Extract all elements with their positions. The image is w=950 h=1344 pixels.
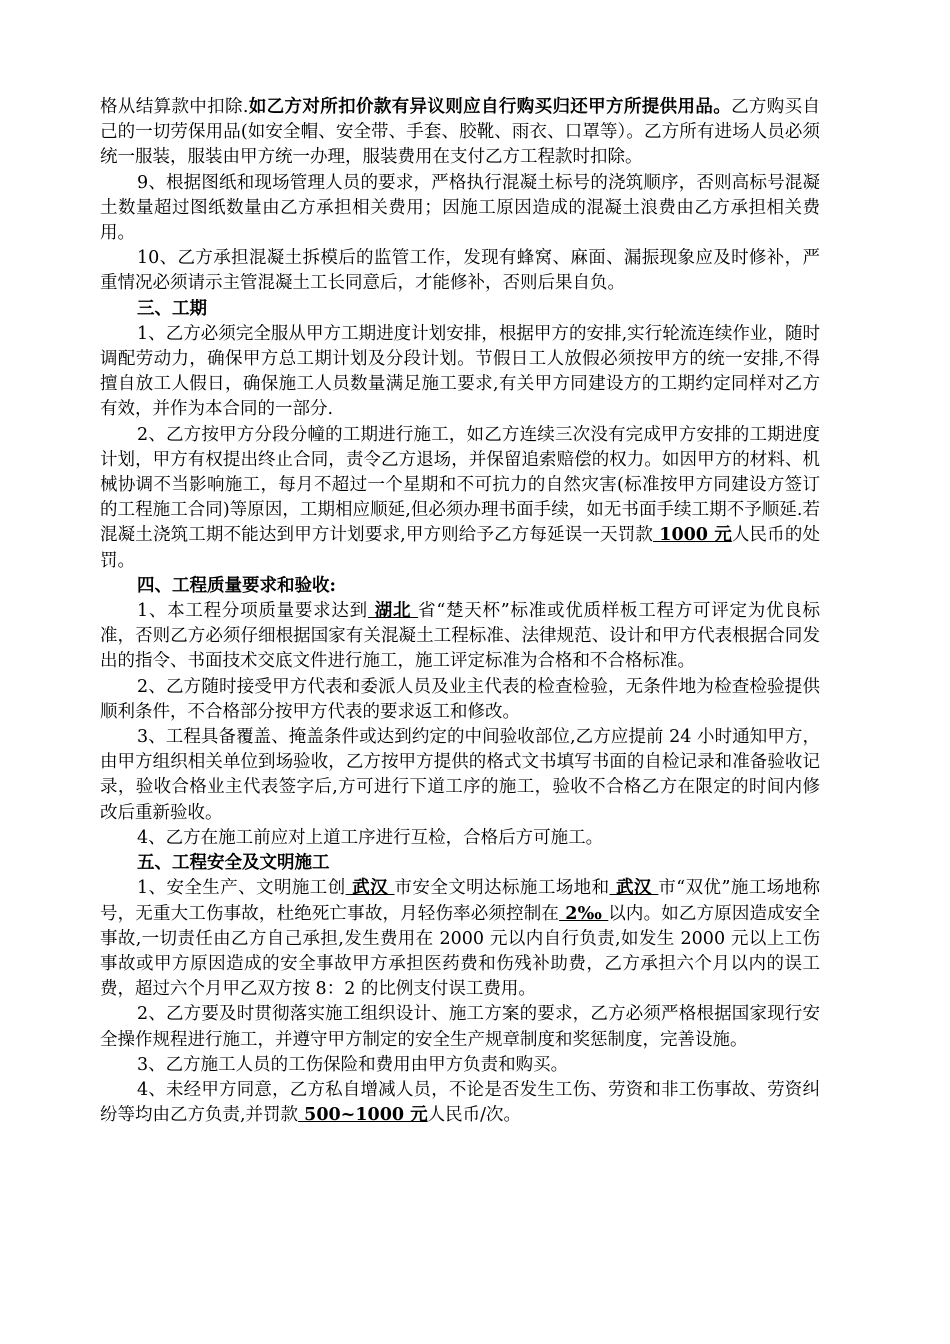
paragraph-safety-2: 2、乙方要及时贯彻落实施工组织设计、施工方案的要求，乙方必须严格根据国家现行安全操作规程进行施工，并遵守甲方制定的安全生产规章制度和奖惩制度，完善设施。 <box>100 1004 820 1050</box>
paragraph-safety-1 <box>100 876 820 1002</box>
paragraph-item-10: 10、乙方承担混凝土拆模后的监管工作，发现有蜂窝、麻面、漏振现象应及时修补，严重情况必须请示主管混凝土工长同意后，才能修补，否则后果自负。 <box>100 248 820 294</box>
paragraph-quality-3: 3、工程具备覆盖、掩盖条件或达到约定的中间验收部位,乙方应提前 24 小时通知甲方，由甲方组织相关单位到场验收，乙方按甲方提供的格式文书填写书面的自检记录和准备验收记录，验收合格业主代表签字后,方可进行下道工序的施工，验收不合格乙方在限定的时间内修改后重新验收。 <box>100 727 820 823</box>
injury-rate: 2‰ <box>559 903 609 924</box>
section-heading-schedule: 三、工期 <box>137 298 207 319</box>
text: 1、本工程分项质量要求达到 <box>137 601 368 622</box>
text: 以内。如乙方原因造成安全事故,一切责任由乙方自己承担,发生费用在 2000 元以内自行负责,如发生 2000 元以上工伤事故或甲方原因造成的安全事故甲方承担医药费和伤残补助费，乙方承担六个月以内的误工费，超过六个月甲乙双方按 8：2 的比例支付误工费用。 <box>100 903 820 1000</box>
paragraph-schedule-2 <box>100 423 820 574</box>
paragraph-safety-4 <box>100 1078 820 1128</box>
paragraph-quality-1 <box>100 599 820 675</box>
paragraph-schedule-1: 1、乙方必须完全服从甲方工期进度计划安排，根据甲方的安排,实行轮流连续作业，随时调配劳动力，确保甲方总工期计划及分段计划。节假日工人放假必须按甲方的统一安排,不得擅自放工人假日，确保施工人员数量满足施工要求,有关甲方同建设方的工期约定同样对乙方有效，并作为本合同的一部分. <box>100 323 820 420</box>
paragraph-quality-4: 4、乙方在施工前应对上道工序进行互检，合格后方可施工。 <box>137 827 604 848</box>
section-heading-quality: 四、工程质量要求和验收: <box>137 575 336 596</box>
text: 人民币/次。 <box>427 1105 522 1126</box>
text: 格从结算款中扣除. <box>100 97 249 117</box>
paragraph-item-9: 9、根据图纸和现场管理人员的要求，严格执行混凝土标号的浇筑顺序，否则高标号混凝土数量超过图纸数量由乙方承担相关费用；因施工原因造成的混凝土浪费由乙方承担相关费用。 <box>100 172 820 244</box>
fine-amount: 500~1000 元 <box>298 1105 428 1126</box>
bold-clause: 如乙方对所扣价款有异议则应自行购买归还甲方所提供用品。 <box>248 97 732 117</box>
city-name: 武汉 <box>345 878 395 899</box>
section-heading-safety: 五、工程安全及文明施工 <box>137 853 330 874</box>
text: 市安全文明达标施工场地和 <box>394 878 610 899</box>
text: 1、安全生产、文明施工创 <box>137 878 346 899</box>
city-name: 武汉 <box>609 878 659 899</box>
text: 省“楚天杯”标准或优质样板工程方可评定为优良标准，否则乙方必须仔细根据国家有关混凝土工程标准、法律规范、设计和甲方代表根据合同发出的指令、书面技术交底文件进行施工，施工评定标准为合格和不合格标准。 <box>100 601 820 672</box>
paragraph-safety-3: 3、乙方施工人员的工伤保险和费用由甲方负责和购买。 <box>137 1054 569 1075</box>
text: 人民币的处罚。 <box>100 525 820 571</box>
text: 2、乙方按甲方分段分幢的工期进行施工，如乙方连续三次没有完成甲方安排的工期进度计划，甲方有权提出终止合同，责令乙方退场，并保留追索赔偿的权力。如因甲方的材料、机械协调不当影响施工，每月不超过一个星期和不可抗力的自然灾害(标准按甲方同建设方签订的工程施工合同)等原因，工期相应顺延,但必须办理书面手续，如无书面手续工期不予顺延.若混凝土浇筑工期不能达到甲方计划要求,甲方则给予乙方每延误一天罚款 <box>100 424 820 546</box>
paragraph-quality-2: 2、乙方随时接受甲方代表和委派人员及业主代表的检查检验，无条件地为检查检验提供顺利条件，不合格部分按甲方代表的要求返工和修改。 <box>100 676 820 722</box>
text: 市“双优”施工场地称号，无重大工伤事故，杜绝死亡事故，月轻伤率必须控制在 <box>100 878 821 924</box>
province-name: 湖北 <box>367 601 419 622</box>
paragraph-labor-protection <box>100 95 820 171</box>
text: 乙方购买自己的一切劳保用品(如安全帽、安全带、手套、胶靴、雨衣、口罩等）。乙方所有进场人员必须统一服装，服装由甲方统一办理，服装费用在支付乙方工程款时扣除。 <box>100 97 821 168</box>
document-page <box>100 95 820 1128</box>
text: 4、未经甲方同意，乙方私自增减人员，不论是否发生工伤、劳资和非工伤事故、劳资纠纷等均由乙方负责,并罚款 <box>100 1079 820 1126</box>
penalty-amount: 1000 元 <box>653 525 732 546</box>
